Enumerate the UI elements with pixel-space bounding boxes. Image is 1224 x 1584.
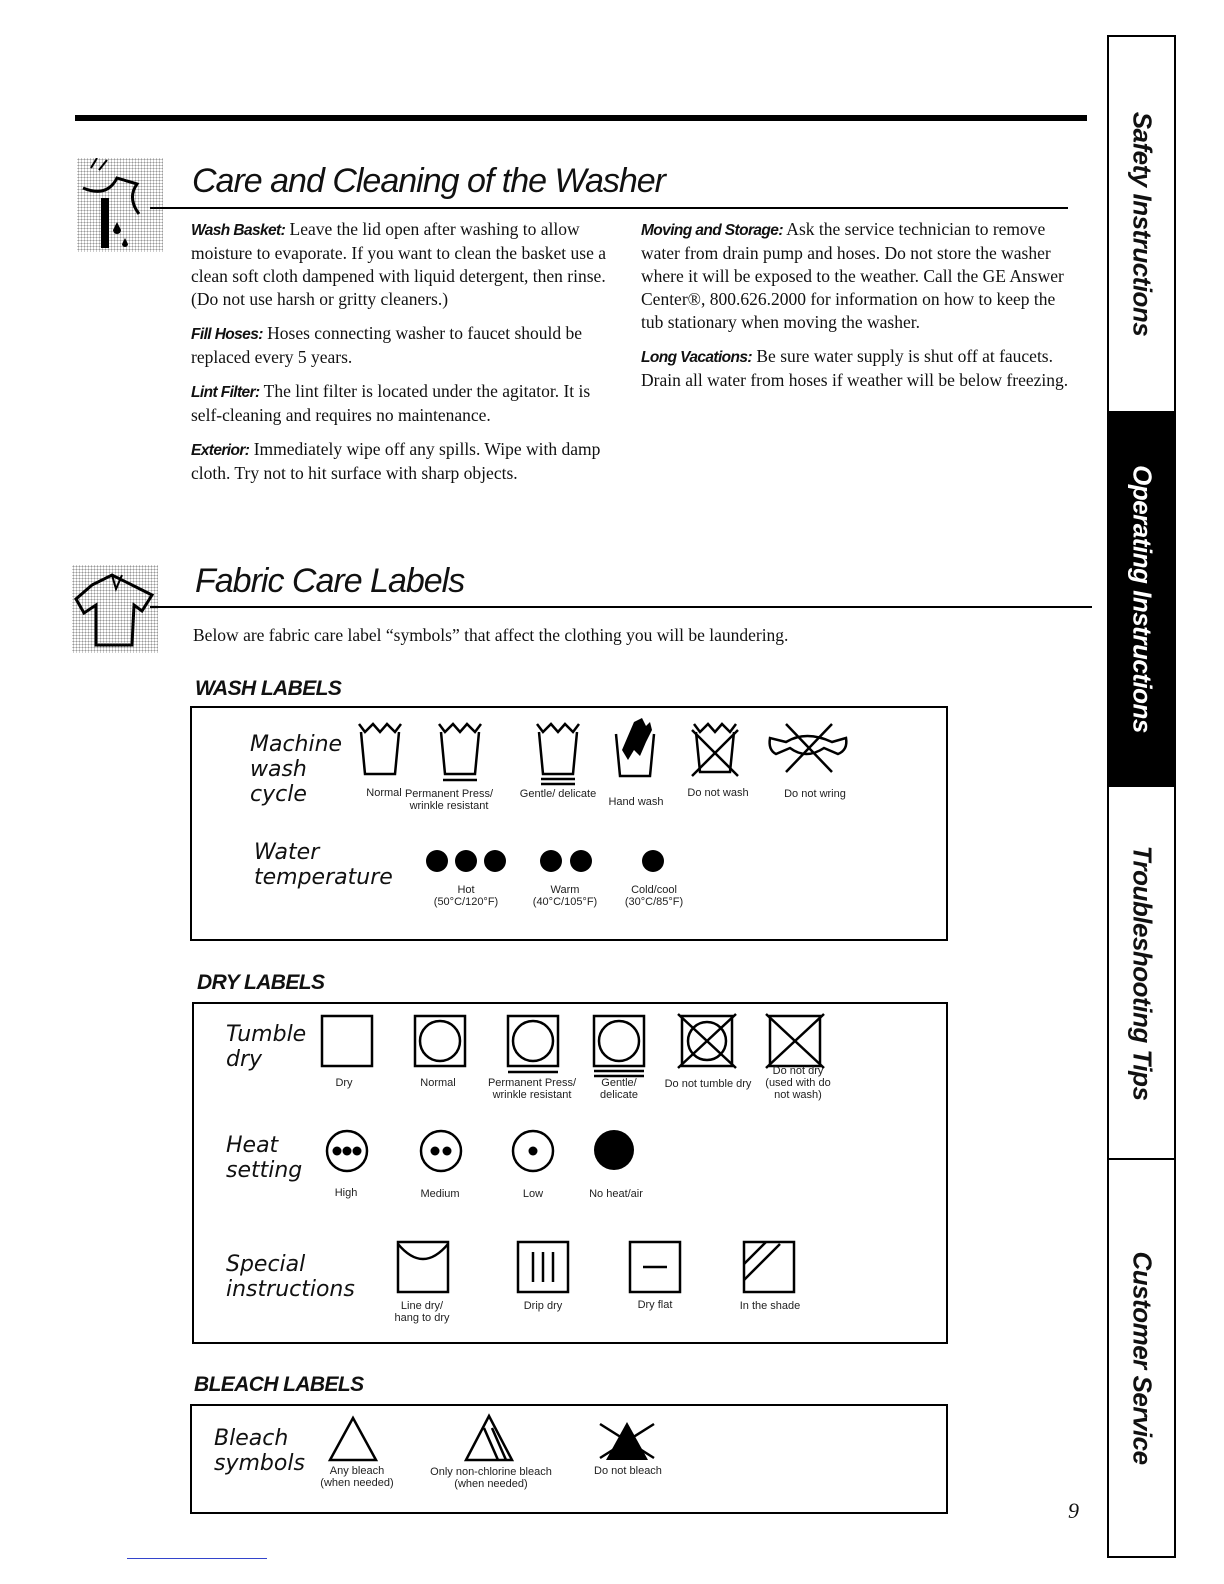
drip-dry-icon — [516, 1240, 570, 1294]
heat-caption: High — [334, 1187, 358, 1199]
wash-normal-icon — [357, 722, 403, 778]
water-temperature-label: Water temperature — [254, 840, 393, 890]
page-number: 9 — [1068, 1498, 1079, 1523]
any-bleach-icon — [328, 1416, 378, 1462]
heat-high-icon — [324, 1128, 370, 1174]
wash-cycle-caption: Do not wash — [687, 787, 749, 799]
tumble-caption: Permanent Press/ wrinkle resistant — [487, 1077, 577, 1101]
hot-water-dots-icon — [424, 848, 508, 874]
care-paragraph-moving-storage: Moving and Storage: Ask the service technician to remove water from drain pump and hoses. Do not store the washer where it will be exposed to the weather. Call the GE Answer Center®, 800.626.2000 for information on how to keep the tub stationary when moving the washer. — [641, 219, 1064, 332]
dry-labels-heading: DRY LABELS — [197, 971, 325, 994]
shirt-icon — [72, 565, 158, 653]
wash-cycle-caption: Permanent Press/ wrinkle resistant — [404, 788, 494, 812]
heat-setting-label: Heat setting — [226, 1133, 303, 1183]
wash-labels-heading: WASH LABELS — [195, 677, 342, 700]
bleach-symbols-label: Bleach symbols — [214, 1426, 305, 1476]
do-not-bleach-icon — [596, 1418, 658, 1462]
care-right-column — [641, 218, 1071, 403]
no-heat-icon — [592, 1128, 636, 1172]
tumble-caption: Normal — [420, 1077, 456, 1089]
heat-medium-icon — [418, 1128, 464, 1174]
care-title-rule — [150, 207, 1068, 209]
tumble-caption: Do not dry (used with do not wash) — [765, 1065, 831, 1101]
tumble-permanent-press-icon — [506, 1014, 560, 1074]
care-paragraph-lint-filter: Lint Filter: The lint filter is located under the agitator. It is self-cleaning and requires no maintenance. — [191, 381, 591, 425]
water-temp-caption: Warm (40°C/105°F) — [532, 884, 598, 908]
bottom-link-rule — [127, 1558, 267, 1559]
tab-safety-instructions[interactable]: Safety Instructions — [1127, 111, 1157, 337]
hand-wash-icon — [610, 716, 658, 780]
care-paragraph-long-vacations: Long Vacations: Be sure water supply is shut off at faucets. Drain all water from hoses if weather will be below freezing. — [641, 346, 1069, 390]
wash-permanent-press-icon — [437, 722, 483, 782]
machine-wash-cycle-label: Machine wash cycle — [250, 732, 343, 807]
special-caption: Drip dry — [523, 1300, 563, 1312]
non-chlorine-bleach-icon — [464, 1414, 514, 1462]
do-not-tumble-dry-icon — [676, 1012, 738, 1070]
heat-low-icon — [510, 1128, 556, 1174]
fabric-section-title: Fabric Care Labels — [195, 562, 465, 600]
do-not-wash-icon — [690, 722, 740, 778]
tumble-gentle-icon — [592, 1014, 646, 1078]
heat-caption: Medium — [420, 1188, 460, 1200]
cold-water-dot-icon — [640, 848, 666, 874]
care-paragraph-fill-hoses: Fill Hoses: Hoses connecting washer to faucet should be replaced every 5 years. — [191, 323, 583, 367]
wash-cycle-caption: Normal — [366, 787, 402, 799]
special-caption: Dry flat — [637, 1299, 673, 1311]
tumble-caption: Gentle/ delicate — [600, 1077, 638, 1101]
tab-customer-service[interactable]: Customer Service — [1127, 1251, 1157, 1465]
dry-in-shade-icon — [742, 1240, 796, 1294]
wash-cycle-caption: Do not wring — [784, 788, 846, 800]
bleach-labels-heading: BLEACH LABELS — [194, 1373, 364, 1396]
tumble-normal-icon — [413, 1014, 467, 1068]
do-not-wring-icon — [766, 720, 852, 776]
water-temp-caption: Cold/cool (30°C/85°F) — [624, 884, 684, 908]
care-left-column — [191, 218, 621, 496]
dry-square-icon — [320, 1014, 374, 1068]
top-rule — [75, 115, 1087, 121]
special-caption: Line dry/ hang to dry — [394, 1300, 450, 1324]
wash-cycle-caption: Hand wash — [608, 796, 664, 808]
bleach-caption: Only non-chlorine bleach (when needed) — [430, 1466, 552, 1490]
special-instructions-label: Special instructions — [226, 1252, 355, 1302]
wash-gentle-icon — [535, 722, 581, 786]
care-paragraph-wash-basket: Wash Basket: Leave the lid open after washing to allow moisture to evaporate. If you want to clean the basket use a clean soft cloth dampened with liquid detergent, then rinse. (Do not use harsh or gritty cleaners.) — [191, 219, 606, 309]
wash-cycle-caption: Gentle/ delicate — [519, 788, 597, 800]
tab-troubleshooting-tips[interactable]: Troubleshooting Tips — [1127, 845, 1157, 1101]
tumble-dry-label: Tumble dry — [226, 1022, 307, 1072]
heat-caption: No heat/air — [589, 1188, 643, 1200]
care-section-title: Care and Cleaning of the Washer — [192, 162, 666, 200]
fabric-title-rule — [150, 606, 1092, 608]
bleach-caption: Any bleach (when needed) — [320, 1465, 394, 1489]
line-dry-icon — [396, 1240, 450, 1294]
bleach-caption: Do not bleach — [594, 1465, 662, 1477]
tumble-caption: Dry — [335, 1077, 353, 1089]
tab-operating-instructions[interactable]: Operating Instructions — [1109, 411, 1174, 787]
dry-flat-icon — [628, 1240, 682, 1294]
fabric-intro: Below are fabric care label “symbols” that affect the clothing you will be laundering. — [193, 625, 789, 645]
washer-care-icon — [77, 158, 163, 252]
care-paragraph-exterior: Exterior: Immediately wipe off any spills. Wipe with damp cloth. Try not to hit surface with sharp objects. — [191, 439, 601, 483]
section-tabs-sidebar — [1107, 35, 1176, 1558]
do-not-dry-icon — [764, 1012, 826, 1070]
warm-water-dots-icon — [538, 848, 594, 874]
water-temp-caption: Hot (50°C/120°F) — [433, 884, 499, 908]
tumble-caption: Do not tumble dry — [664, 1078, 752, 1090]
heat-caption: Low — [522, 1188, 544, 1200]
special-caption: In the shade — [739, 1300, 801, 1312]
